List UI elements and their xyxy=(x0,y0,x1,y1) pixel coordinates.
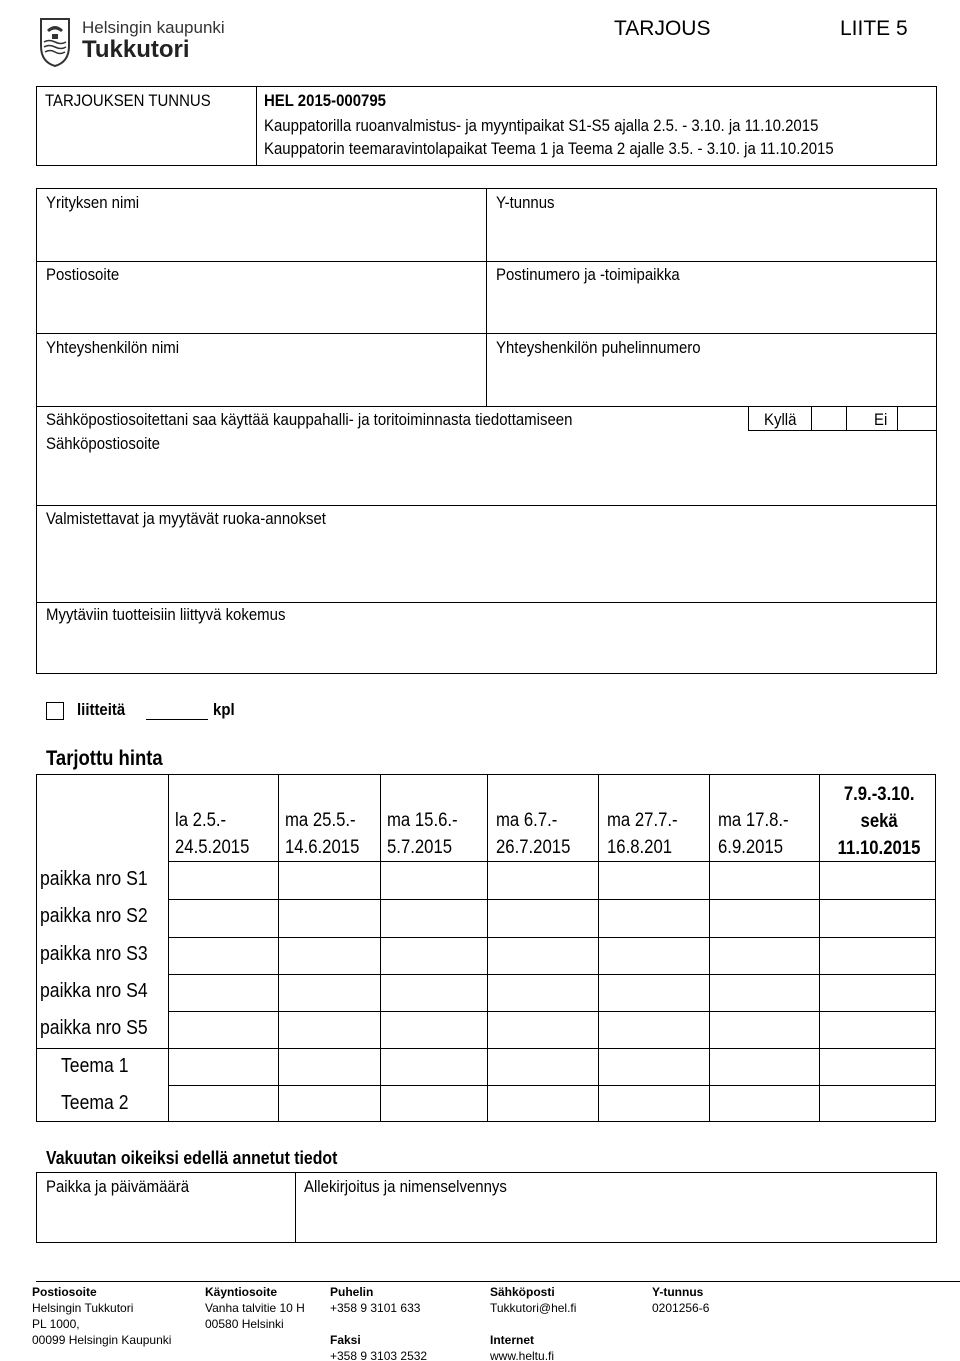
period-header-4b: 26.7.2015 xyxy=(496,837,571,858)
contact-name-field[interactable]: Yhteyshenkilön nimi xyxy=(46,338,180,357)
period-header-5a: ma 27.7.- xyxy=(607,810,678,831)
footer-internet-value[interactable]: www.heltu.fi xyxy=(490,1349,555,1361)
footer-internet-label: Internet xyxy=(490,1333,535,1347)
logo xyxy=(38,14,248,74)
offer-description-1: Kauppatorilla ruoanvalmistus- ja myyntipaikat S1-S5 ajalla 2.5. - 3.10. ja 11.10.2015 xyxy=(264,116,819,135)
price-title: Tarjottu hinta xyxy=(46,747,163,770)
signature-field[interactable]: Allekirjoitus ja nimenselvennys xyxy=(304,1177,507,1196)
period-header-7b: sekä xyxy=(860,811,898,832)
period-header-3b: 5.7.2015 xyxy=(387,837,453,858)
footer-postal-line1: Helsingin Tukkutori xyxy=(32,1301,134,1315)
email-consent-label: Sähköpostiosoitettani saa käyttää kauppahalli- ja toritoiminnasta tiedottamiseen xyxy=(46,410,573,429)
period-header-6a: ma 17.8.- xyxy=(718,810,789,831)
contact-phone-field[interactable]: Yhteyshenkilön puhelinnumero xyxy=(496,338,701,357)
footer-fax-value: +358 9 3103 2532 xyxy=(330,1349,428,1361)
footer-postal-label: Postiosoite xyxy=(32,1285,97,1299)
attachments-checkbox[interactable] xyxy=(46,702,64,720)
doc-type: TARJOUS xyxy=(614,17,711,40)
dishes-field[interactable]: Valmistettavat ja myytävät ruoka-annokset xyxy=(46,509,326,528)
footer-email-label: Sähköposti xyxy=(490,1285,555,1299)
applicant-form xyxy=(36,188,937,674)
period-header-1a: la 2.5.- xyxy=(175,810,227,831)
logo-city: Helsingin kaupunki xyxy=(82,18,225,37)
attachments-count-line[interactable] xyxy=(146,719,208,720)
postal-code-city-field[interactable]: Postinumero ja -toimipaikka xyxy=(496,265,680,284)
period-header-2b: 14.6.2015 xyxy=(285,837,360,858)
business-id-field[interactable]: Y-tunnus xyxy=(496,193,555,212)
row-label-s5: paikka nro S5 xyxy=(40,1017,148,1039)
footer-fax-label: Faksi xyxy=(330,1333,361,1347)
period-header-1b: 24.5.2015 xyxy=(175,837,250,858)
row-label-teema2: Teema 2 xyxy=(61,1092,129,1114)
period-header-2a: ma 25.5.- xyxy=(285,810,356,831)
footer-email-value[interactable]: Tukkutori@hel.fi xyxy=(490,1301,577,1315)
signature-title: Vakuutan oikeiksi edellä annetut tiedot xyxy=(46,1148,338,1168)
consent-yes-label: Kyllä xyxy=(764,410,797,429)
consent-no-checkbox[interactable] xyxy=(897,406,936,431)
offer-id-box xyxy=(36,86,937,166)
experience-field[interactable]: Myytäviin tuotteisiin liittyvä kokemus xyxy=(46,605,286,624)
footer-phone-label: Puhelin xyxy=(330,1285,374,1299)
period-header-7c: 11.10.2015 xyxy=(837,838,921,859)
period-header-5b: 16.8.201 xyxy=(607,837,673,858)
attachments-label: liitteitä xyxy=(77,700,126,719)
logo-name: Tukkutori xyxy=(82,36,190,63)
signature-box xyxy=(36,1172,937,1243)
offer-id-label: TARJOUKSEN TUNNUS xyxy=(45,91,211,110)
place-date-field[interactable]: Paikka ja päivämäärä xyxy=(46,1177,190,1196)
footer-postal-line3: 00099 Helsingin Kaupunki xyxy=(32,1333,172,1347)
footer-postal-line2: PL 1000, xyxy=(32,1317,80,1331)
postal-address-field[interactable]: Postiosoite xyxy=(46,265,120,284)
helsinki-crest-icon xyxy=(38,16,72,68)
row-label-s4: paikka nro S4 xyxy=(40,980,148,1002)
footer-visiting-line2: 00580 Helsinki xyxy=(205,1317,284,1331)
email-field[interactable]: Sähköpostiosoite xyxy=(46,434,160,453)
offer-code: HEL 2015-000795 xyxy=(264,91,386,110)
footer-visiting-label: Käyntiosoite xyxy=(205,1285,278,1299)
price-table xyxy=(36,774,936,1122)
footer-business-id-label: Y-tunnus xyxy=(652,1285,704,1299)
company-name-field[interactable]: Yrityksen nimi xyxy=(46,193,140,212)
row-label-s2: paikka nro S2 xyxy=(40,905,148,927)
row-label-s3: paikka nro S3 xyxy=(40,943,148,965)
footer-phone-value: +358 9 3101 633 xyxy=(330,1301,421,1315)
row-label-s1: paikka nro S1 xyxy=(40,868,148,890)
footer-divider xyxy=(36,1281,960,1282)
period-header-3a: ma 15.6.- xyxy=(387,810,458,831)
appendix-label: LIITE 5 xyxy=(840,17,908,40)
offer-description-2: Kauppatorin teemaravintolapaikat Teema 1 ja Teema 2 ajalle 3.5. - 3.10. ja 11.10.2015 xyxy=(264,139,834,158)
period-header-6b: 6.9.2015 xyxy=(718,837,784,858)
footer-business-id-value: 0201256-6 xyxy=(652,1301,710,1315)
attachments-unit: kpl xyxy=(213,700,235,719)
footer-visiting-line1: Vanha talvitie 10 H xyxy=(205,1301,305,1315)
period-header-4a: ma 6.7.- xyxy=(496,810,558,831)
consent-no-label: Ei xyxy=(874,410,888,429)
period-header-7a: 7.9.-3.10. xyxy=(843,784,915,805)
consent-yes-checkbox[interactable] xyxy=(811,406,847,431)
row-label-teema1: Teema 1 xyxy=(61,1055,129,1077)
